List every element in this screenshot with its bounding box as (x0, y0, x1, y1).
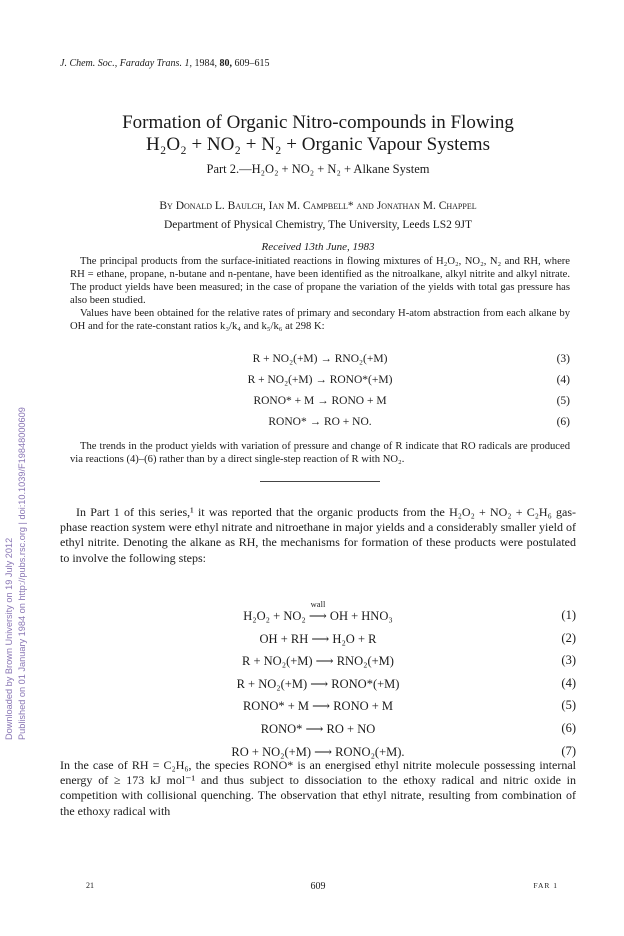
received-date: Received 13th June, 1983 (261, 241, 375, 253)
signature-mark: 21 (86, 881, 94, 890)
abstract (70, 255, 570, 333)
equation: RONO* + M → RONO + M (5) (253, 395, 570, 407)
mechanism-equations (60, 608, 576, 766)
journal-citation: J. Chem. Soc., Faraday Trans. 1, 1984, 80, 609–615 (60, 58, 270, 69)
equation: H₂O₂ + NO₂ ⟶ OH + HNO₃ (1) (243, 608, 576, 623)
paper-subtitle: Part 2.—H₂O₂ + NO₂ + N₂ + Alkane System (206, 162, 430, 176)
introduction (60, 505, 576, 566)
section-divider (260, 481, 380, 482)
equation: RONO* → RO + NO. (6) (268, 416, 570, 428)
equation: R + NO₂(+M) → RNO₂(+M) (3) (252, 353, 570, 365)
download-watermark (4, 120, 28, 740)
page-number: 609 (310, 881, 326, 892)
author-list: By Donald L. Baulch, Ian M. Campbell* and Jonathan M. Chappel (159, 200, 477, 212)
equation: RO + NO₂(+M) ⟶ RONO₂(+M). (7) (231, 743, 576, 759)
equation: R + NO₂(+M) ⟶ RONO*(+M) (4) (236, 675, 576, 691)
body-paragraph-1: In Part 1 of this series,¹ it was reported that the organic products from the H₂O₂ + NO₂ + C₂H₆ gas-phase reaction system were ethyl nitrate and nitroethane in major yields and a considerably smaller yield of ethyl nitrite. Denoting the alkane as RH, the mechanisms for formation of these products were postulated to involve the following steps: (60, 505, 576, 565)
abstract-paragraph-3: The trends in the product yields with variation of pressure and change of R indicate that RO radicals are produced via reactions (4)–(6) rather than by a direct single-step reaction of R with NO₂. (70, 441, 570, 465)
wall-label: wall (310, 599, 326, 609)
abstract-equations (70, 353, 570, 437)
abstract-paragraph-2: Values have been obtained for the relative rates of primary and secondary H-atom abstraction from each alkane by OH and for the rate-constant ratios k₃/k₄ and k₅/k₆ at 298 K: (70, 308, 570, 332)
equation: R + NO₂(+M) → RONO*(+M) (4) (247, 374, 570, 386)
affiliation: Department of Physical Chemistry, The University, Leeds LS2 9JT (163, 219, 473, 231)
abstract-conclusion (70, 440, 570, 466)
publication-notice[interactable]: Published on 01 January 1984 on http://pubs.rsc.org | doi:10.1039/F19848000609 (17, 407, 27, 740)
equation: OH + RH ⟶ H₂O + R (2) (259, 630, 576, 646)
equation: R + NO₂(+M) ⟶ RNO₂(+M) (3) (242, 653, 576, 669)
equation: RONO* + M ⟶ RONO + M (5) (242, 698, 576, 714)
equation: RONO* ⟶ RO + NO (6) (260, 720, 576, 736)
journal-mark: FAR 1 (533, 881, 558, 890)
body-paragraph-2: In the case of RH = C₂H₆, the species RONO* is an energised ethyl nitrite molecule possessing internal energy of ≥ 173 kJ mol⁻¹ and thus subject to dissociation to the ethoxy radical and nitric oxide in competition with collisional quenching. The observation that ethyl nitrate, resulting from combination of the ethoxy radical with (60, 758, 576, 818)
download-notice: Downloaded by Brown University on 19 July 2012 (4, 537, 14, 740)
abstract-paragraph-1: The principal products from the surface-initiated reactions in flowing mixtures of H₂O₂, NO₂, N₂ and RH, where RH = ethane, propane, n-butane and n-pentane, have been identified as the nitroalkane, alkyl nitrite and alkyl nitrate. The product yields have been measured; in the case of propane the variation of the yields with total gas pressure has also been studied. (70, 256, 570, 306)
paper-title (60, 112, 576, 156)
title-line-1: Formation of Organic Nitro-compounds in Flowing (122, 112, 514, 133)
title-line-2: H₂O₂ + NO₂ + N₂ + Organic Vapour Systems (146, 134, 490, 155)
body-continuation (60, 758, 576, 819)
